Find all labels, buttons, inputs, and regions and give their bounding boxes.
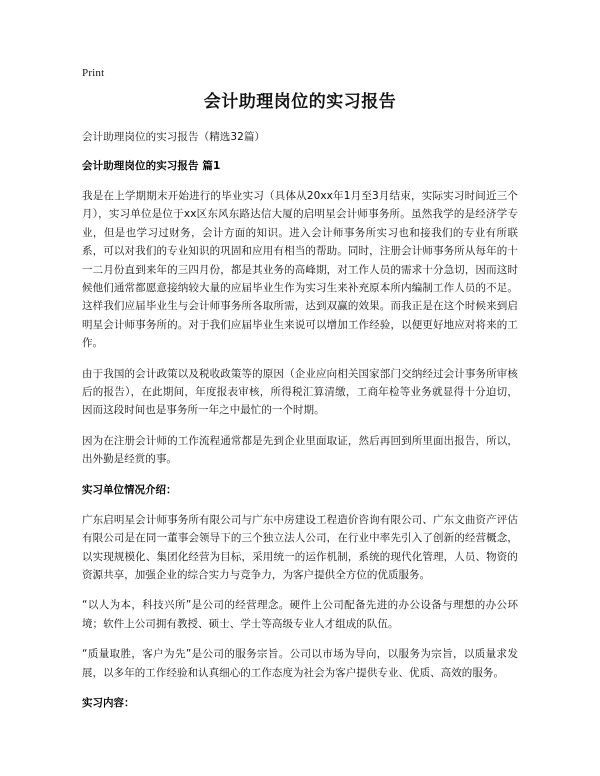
document-body xyxy=(82,90,518,724)
service-paragraph: “质量取胜，客户为先”是公司的服务宗旨。公司以市场为导向，以服务为宗旨，以质量求发展，以多年的工作经验和认真细心的工作态度为社会为客户提供专业、优质、高效的服务。 xyxy=(82,648,518,679)
internship-content-heading: 实习内容： xyxy=(82,696,135,709)
company-paragraph: 广东启明星会计师事务所有限公司与广东中房建设工程造价咨询有限公司、广东文曲资产评估有限公司是在同一董事会领导下的三个独立法人公司，在行业中率先引入了创新的经营概念，以实现规模化、集团化经营为目标，采用统一的运作机制，系统的现代化管理，人员、物资的资源共享，加强企业的综合实力与竞争力，为客户提供全方位的优质服务。 xyxy=(82,513,518,581)
article-heading: 会计助理岗位的实习报告 篇1 xyxy=(82,160,221,172)
philosophy-paragraph: “以人为本，科技兴所”是公司的经营理念。硬件上公司配备先进的办公设备与理想的办公环境；软件上公司拥有教授、硕士、学士等高级专业人才组成的队伍。 xyxy=(82,599,518,630)
print-button[interactable]: Print xyxy=(82,67,105,79)
page-title: 会计助理岗位的实习报告 xyxy=(203,92,397,112)
unit-intro-heading: 实习单位情况介绍： xyxy=(82,483,177,496)
workflow-paragraph: 因为在注册会计师的工作流程通常都是先到企业里面取证，然后再回到所里面出报告，所以，出外勤是经赏的事。 xyxy=(82,434,518,466)
policy-paragraph: 由于我国的会计政策以及税收政策等的原因（企业应向相关国家部门交纳经过会计事务所审核后的报告），在此期间，年度报表审核，所得税汇算清缴，工商年检等业务就显得十分迫切，因而这段时间也是事务所一年之中最忙的一个时期。 xyxy=(82,367,518,417)
intro-paragraph: 我是在上学期期末开始进行的毕业实习（具体从20xx年1月至3月结束，实际实习时间近三个月），实习单位是位于xx区东风东路达信大厦的启明星会计师事务所。虽然我学的是经济学专业，但是也学习过财务，会计方面的知识。进入会计师事务所实习也和接我们的专业有所联系，可以对我们的专业知识的巩固和应用有相当的帮助。同时，注册会计师事务所从每年的十一二月份直到来年的三四月份，都是其业务的高峰期，对工作人员的需求十分急切，因而这时候他们通常都愿意接纳较大量的应届毕业生作为实习生来补充原本所内编制工作人员的不足。这样我们应届毕业生与会计师事务所各取所需，达到双赢的效果。而我正是在这个时候来到启明星会计师事务所的。对于我们应届毕业生来说可以增加工作经验，以便更好地应对将来的工作。 xyxy=(82,190,518,350)
document-subtitle: 会计助理岗位的实习报告（精选32篇） xyxy=(82,131,266,143)
